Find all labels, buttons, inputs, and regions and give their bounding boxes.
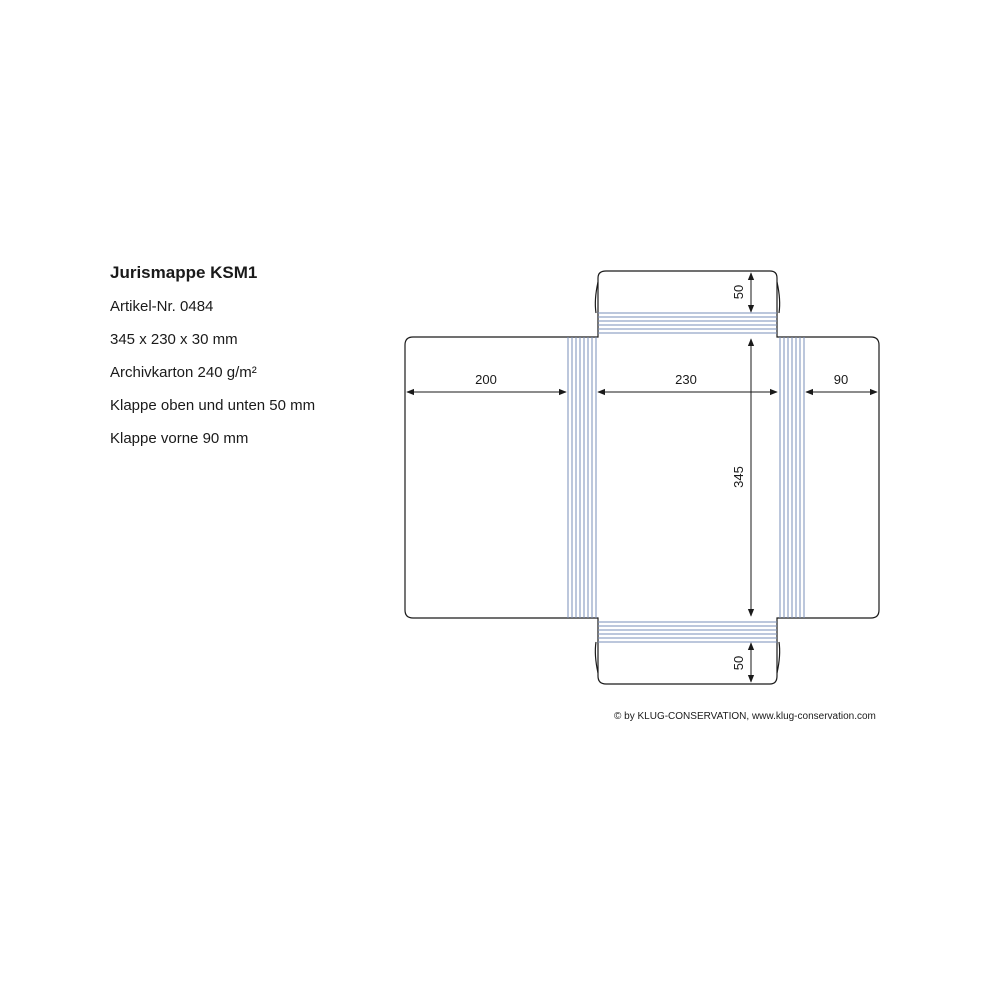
top-fold-lines — [598, 313, 777, 333]
material-text: Archivkarton 240 g/m² — [110, 364, 257, 381]
bottom-fold-lines — [598, 622, 777, 642]
flap-top-bottom-text: Klappe oben und unten 50 mm — [110, 397, 316, 414]
dim-label-bottom-flap: 50 — [731, 655, 746, 671]
dim-label-top-flap: 50 — [731, 284, 746, 300]
dimensions-text: 345 x 230 x 30 mm — [110, 331, 238, 348]
copyright-notice: © by KLUG-CONSERVATION, www.klug-conservation.com — [614, 711, 876, 722]
dim-label-front-flap: 90 — [833, 372, 849, 387]
right-spine-fold-lines — [780, 337, 804, 618]
dim-label-height: 345 — [731, 466, 746, 488]
article-number: Artikel-Nr. 0484 — [110, 298, 214, 315]
product-title: Jurismappe KSM1 — [110, 263, 258, 282]
left-spine-fold-lines — [568, 337, 596, 618]
dim-label-center-width: 230 — [675, 372, 697, 387]
dim-label-left-panel: 200 — [475, 372, 497, 387]
flap-front-text: Klappe vorne 90 mm — [110, 430, 249, 447]
